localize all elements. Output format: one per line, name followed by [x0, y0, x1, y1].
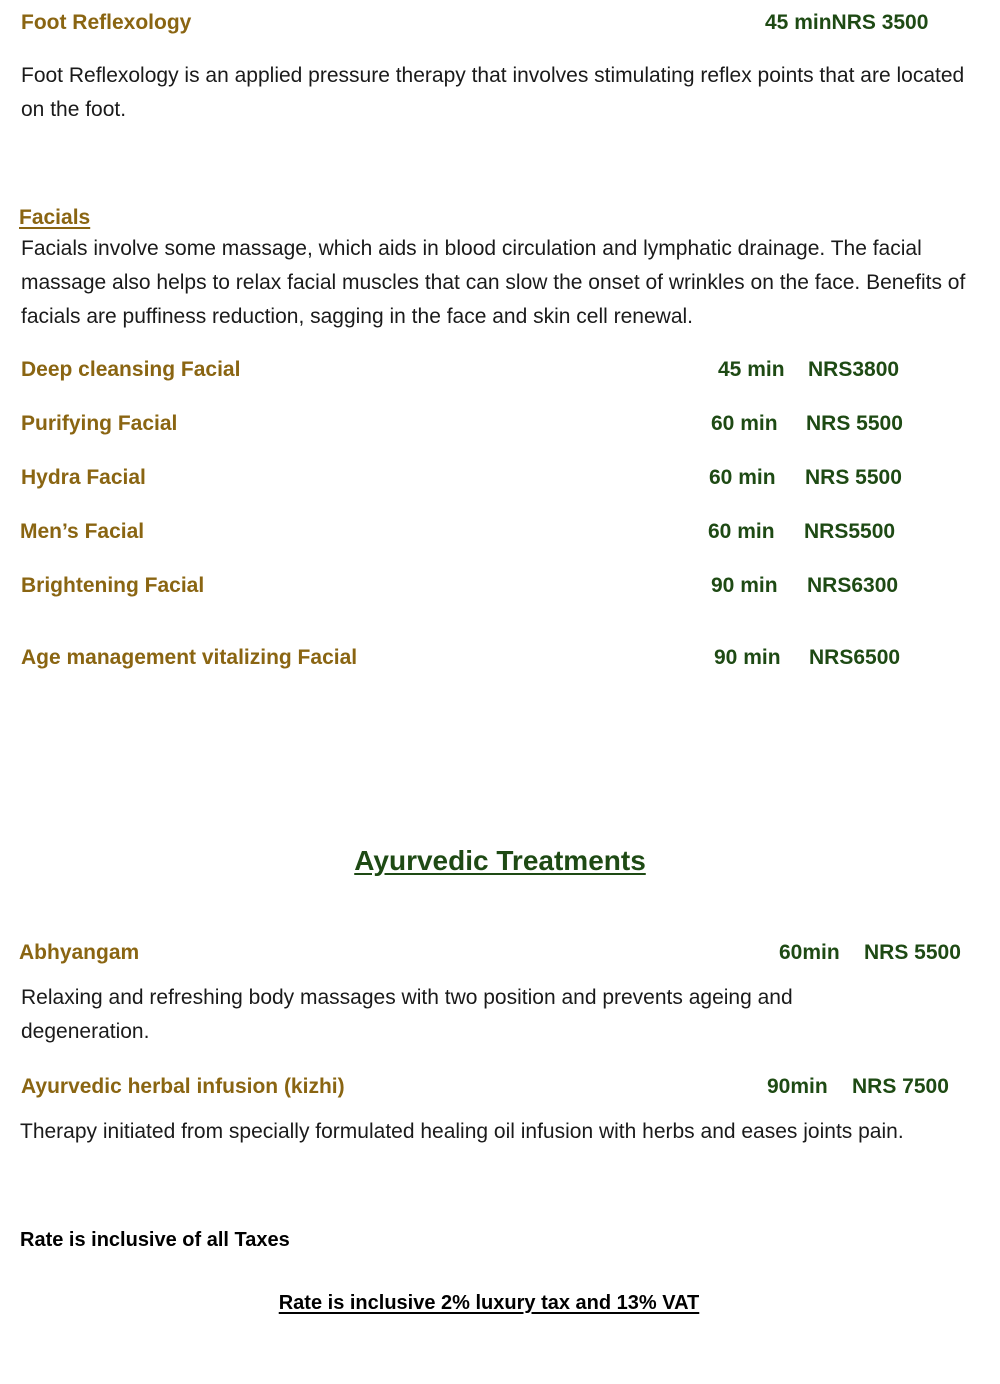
foot-reflexology-description: Foot Reflexology is an applied pressure therapy that involves stimulating reflex points that are located on the foot.	[21, 64, 965, 121]
treatment-name: Abhyangam	[19, 941, 140, 964]
treatment-duration: 60min	[779, 941, 840, 964]
facial-duration: 60 min	[708, 520, 775, 543]
facial-duration: 45 min	[718, 358, 785, 381]
facial-price: NRS6500	[809, 646, 901, 669]
facial-name: Age management vitalizing Facial	[21, 646, 358, 669]
vat-note: Rate is inclusive 2% luxury tax and 13% VAT	[278, 1292, 700, 1314]
facial-duration: 60 min	[711, 412, 778, 435]
ayurvedic-heading: Ayurvedic Treatments	[354, 845, 646, 876]
facial-name: Men’s Facial	[20, 520, 145, 543]
facial-price: NRS5500	[804, 520, 896, 543]
treatment-duration: 90min	[767, 1075, 828, 1098]
facials-description: Facials involve some massage, which aids in blood circulation and lymphatic drainage. The facial massage also helps to relax facial muscles that can slow the onset of wrinkles on the face. Benefits of facials are puffiness reduction, sagging in the face and skin cell renewal.	[21, 237, 966, 328]
facial-name: Deep cleansing Facial	[21, 358, 241, 381]
facial-price: NRS6300	[807, 574, 899, 597]
treatment-name: Ayurvedic herbal infusion (kizhi)	[21, 1075, 345, 1098]
facial-name: Hydra Facial	[21, 466, 146, 489]
facial-name: Brightening Facial	[21, 574, 205, 597]
treatment-description: Therapy initiated from specially formulated healing oil infusion with herbs and eases joints pain.	[20, 1120, 904, 1143]
foot-reflexology-duration-price: 45 minNRS 3500	[765, 11, 929, 34]
facial-duration: 90 min	[711, 574, 778, 597]
facial-price: NRS 5500	[806, 412, 903, 435]
treatment-price: NRS 7500	[852, 1075, 949, 1098]
facial-price: NRS3800	[808, 358, 900, 381]
facial-duration: 90 min	[714, 646, 781, 669]
treatment-description: Relaxing and refreshing body massages with two position and prevents ageing and degeneration.	[21, 986, 793, 1043]
facials-heading: Facials	[19, 206, 91, 229]
treatment-price: NRS 5500	[864, 941, 961, 964]
foot-reflexology-title: Foot Reflexology	[21, 11, 192, 34]
facial-price: NRS 5500	[805, 466, 902, 489]
facial-name: Purifying Facial	[21, 412, 178, 435]
facial-duration: 60 min	[709, 466, 776, 489]
taxes-note: Rate is inclusive of all Taxes	[20, 1229, 290, 1251]
